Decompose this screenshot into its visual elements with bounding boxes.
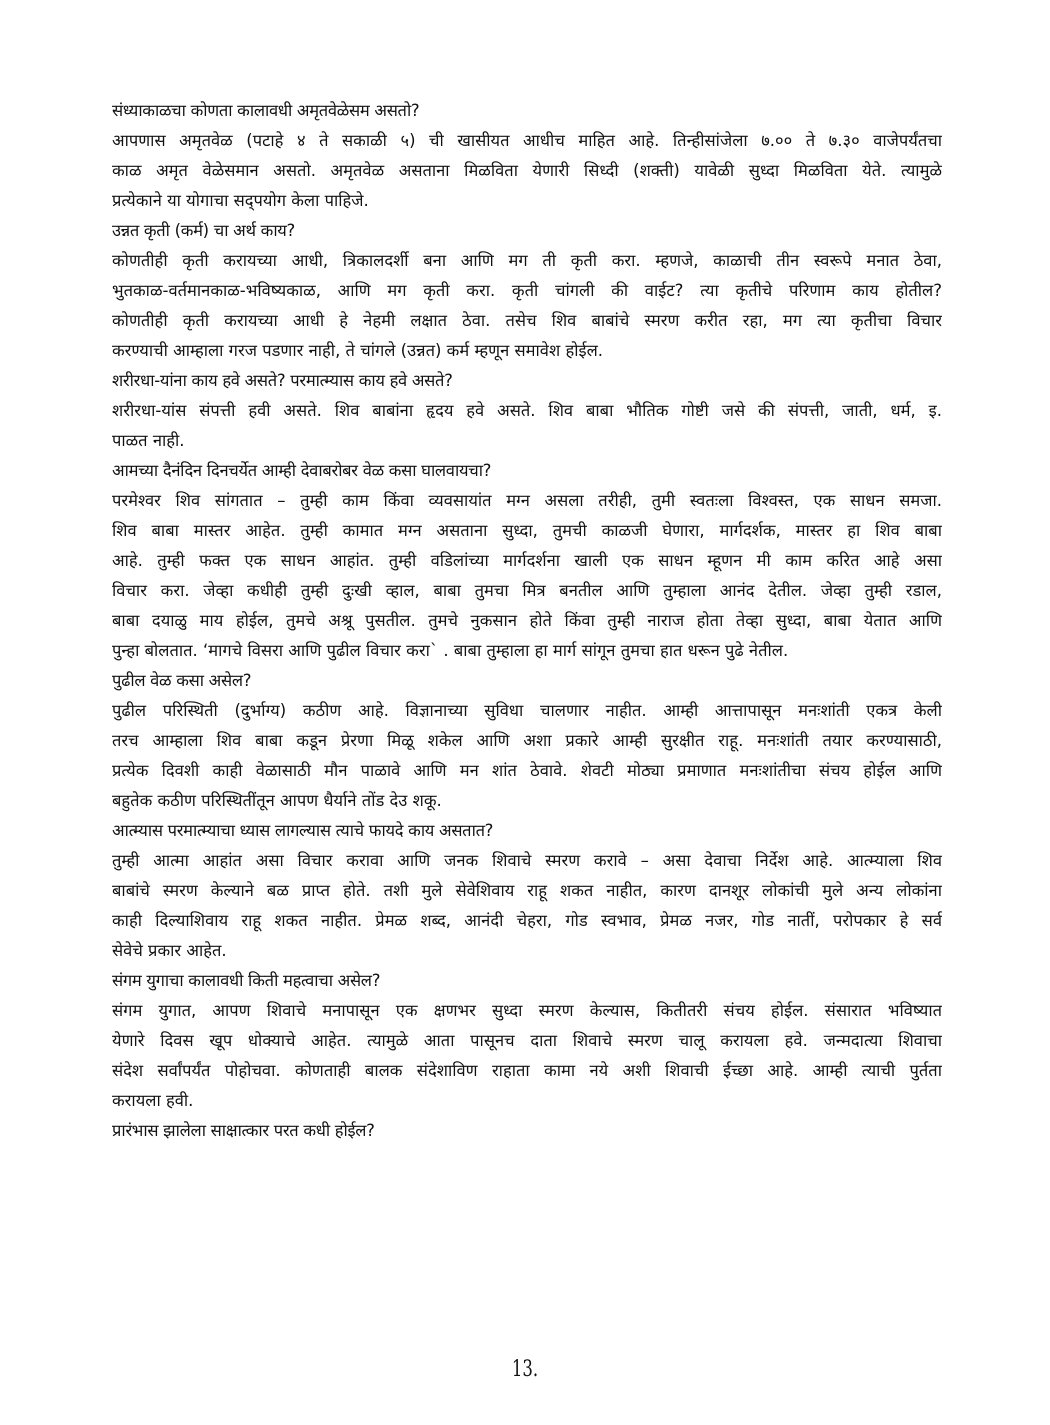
paragraph-line: येणारे दिवस खूप धोक्याचे आहेत. त्यामुळे आता पासूनच दाता शिवाचे स्मरण चालू करायला हवे. जन्मदात्या शिवाचा (112, 1031, 942, 1050)
question-heading: उन्नत कृती (कर्म) चा अर्थ काय? (112, 221, 296, 240)
paragraph-line: बाबांचे स्मरण केल्याने बळ प्राप्त होते. तशी मुले सेवेशिवाय राहू शकत नाहीत, कारण दानशूर लोकांची मुले अन्य लोकांना (112, 881, 942, 900)
paragraph-line: शिव बाबा मास्तर आहेत. तुम्ही कामात मग्न असताना सुध्दा, तुमची काळजी घेणारा, मार्गदर्शक, मास्तर हा शिव बाबा (112, 521, 942, 540)
question-heading: प्रारंभास झालेला साक्षात्कार परत कधी होईल? (112, 1121, 375, 1140)
question-heading: पुढील वेळ कसा असेल? (112, 671, 252, 690)
paragraph-line: पुन्हा बोलतात. ‘मागचे विसरा आणि पुढील विचार करा` . बाबा तुम्हाला हा मार्ग सांगून तुमचा हात धरून पुढे नेतील. (112, 641, 789, 660)
question-heading: शरीरधा-यांना काय हवे असते? परमात्म्यास काय हवे असते? (112, 371, 453, 390)
paragraph-line: परमेश्वर शिव सांगतात – तुम्ही काम किंवा व्यवसायांत मग्न असला तरीही, तुमी स्वतःला विश्वस्त, एक साधन समजा. (112, 491, 942, 510)
question-heading: आमच्या दैनंदिन दिनचर्येत आम्ही देवाबरोबर वेळ कसा घालवायचा? (112, 461, 492, 480)
paragraph-line: कोणतीही कृती करायच्या आधी, त्रिकालदर्शी बना आणि मग ती कृती करा. म्हणजे, काळाची तीन स्वरूपे मनात ठेवा, (112, 251, 942, 270)
paragraph-line: पुढील परिस्थिती (दुर्भाग्य) कठीण आहे. विज्ञानाच्या सुविधा चालणार नाहीत. आम्ही आत्तापासून मनःशांती एकत्र केली (112, 701, 942, 720)
paragraph-line: काही दिल्याशिवाय राहू शकत नाहीत. प्रेमळ शब्द, आनंदी चेहरा, गोड स्वभाव, प्रेमळ नजर, गोड नातीं, परोपकार हे सर्व (112, 911, 942, 930)
paragraph-line: संगम युगात, आपण शिवाचे मनापासून एक क्षणभर सुध्दा स्मरण केल्यास, कितीतरी संचय होईल. संसारात भविष्यात (112, 1001, 942, 1020)
paragraph-line: तुम्ही आत्मा आहांत असा विचार करावा आणि जनक शिवाचे स्मरण करावे – असा देवाचा निर्देश आहे. आत्म्याला शिव (112, 851, 942, 870)
paragraph-line: भुतकाळ-वर्तमानकाळ-भविष्यकाळ, आणि मग कृती करा. कृती चांगली की वाईट? त्या कृतीचे परिणाम काय होतील? (112, 281, 942, 300)
document-body (112, 96, 942, 1146)
paragraph-line: बाबा दयाळु माय होईल, तुमचे अश्रू पुसतील. तुमचे नुकसान होते किंवा तुम्ही नाराज होता तेव्हा सुध्दा, बाबा येतात आणि (112, 611, 942, 630)
page-number: 13. (511, 1357, 539, 1382)
paragraph-line: काळ अमृत वेळेसमान असतो. अमृतवेळ असताना मिळविता येणारी सिध्दी (शक्ती) यावेळी सुध्दा मिळविता येते. त्यामुळे (112, 161, 942, 180)
paragraph-line: बहुतेक कठीण परिस्थितींतून आपण धैर्याने तोंड देउ शकू. (112, 791, 442, 810)
question-heading: संध्याकाळचा कोणता कालावधी अमृतवेळेसम असतो? (112, 101, 420, 120)
paragraph-line: संदेश सर्वांपर्यंत पोहोचवा. कोणताही बालक संदेशाविण राहाता कामा नये अशी शिवाची ईच्छा आहे. आम्ही त्याची पुर्तता (112, 1061, 942, 1080)
paragraph-line: तरच आम्हाला शिव बाबा कडून प्रेरणा मिळू शकेल आणि अशा प्रकारे आम्ही सुरक्षीत राहू. मनःशांती तयार करण्यासाठी, (112, 731, 942, 750)
paragraph-line: प्रत्येकाने या योगाचा सद्पयोग केला पाहिजे. (112, 191, 369, 210)
paragraph-line: विचार करा. जेव्हा कधीही तुम्ही दुःखी व्हाल, बाबा तुमचा मित्र बनतील आणि तुम्हाला आनंद देतील. जेव्हा तुम्ही रडाल, (112, 581, 942, 600)
paragraph-line: करायला हवी. (112, 1091, 194, 1110)
paragraph-line: करण्याची आम्हाला गरज पडणार नाही, ते चांगले (उन्नत) कर्म म्हणून समावेश होईल. (112, 341, 604, 360)
paragraph-line: शरीरधा-यांस संपत्ती हवी असते. शिव बाबांना हृदय हवे असते. शिव बाबा भौतिक गोष्टी जसे की संपत्ती, जाती, धर्म, इ. (112, 401, 942, 420)
paragraph-line: पाळत नाही. (112, 431, 185, 450)
paragraph-line: कोणतीही कृती करायच्या आधी हे नेहमी लक्षात ठेवा. तसेच शिव बाबांचे स्मरण करीत रहा, मग त्या कृतीचा विचार (112, 311, 942, 330)
paragraph-line: आपणास अमृतवेळ (पटाहे ४ ते सकाळी ५) ची खासीयत आधीच माहित आहे. तिन्हीसांजेला ७.०० ते ७.३० वाजेपर्यंतचा (112, 131, 942, 150)
paragraph-line: प्रत्येक दिवशी काही वेळासाठी मौन पाळावे आणि मन शांत ठेवावे. शेवटी मोठ्या प्रमाणात मनःशांतीचा संचय होईल आणि (112, 761, 942, 780)
question-heading: संगम युगाचा कालावधी किती महत्वाचा असेल? (112, 971, 381, 990)
paragraph-line: सेवेचे प्रकार आहेत. (112, 941, 227, 960)
paragraph-line: आहे. तुम्ही फक्त एक साधन आहांत. तुम्ही वडिलांच्या मार्गदर्शना खाली एक साधन म्हूणन मी काम करित आहे असा (112, 551, 942, 570)
question-heading: आत्म्यास परमात्म्याचा ध्यास लागल्यास त्याचे फायदे काय असतात? (112, 821, 494, 840)
